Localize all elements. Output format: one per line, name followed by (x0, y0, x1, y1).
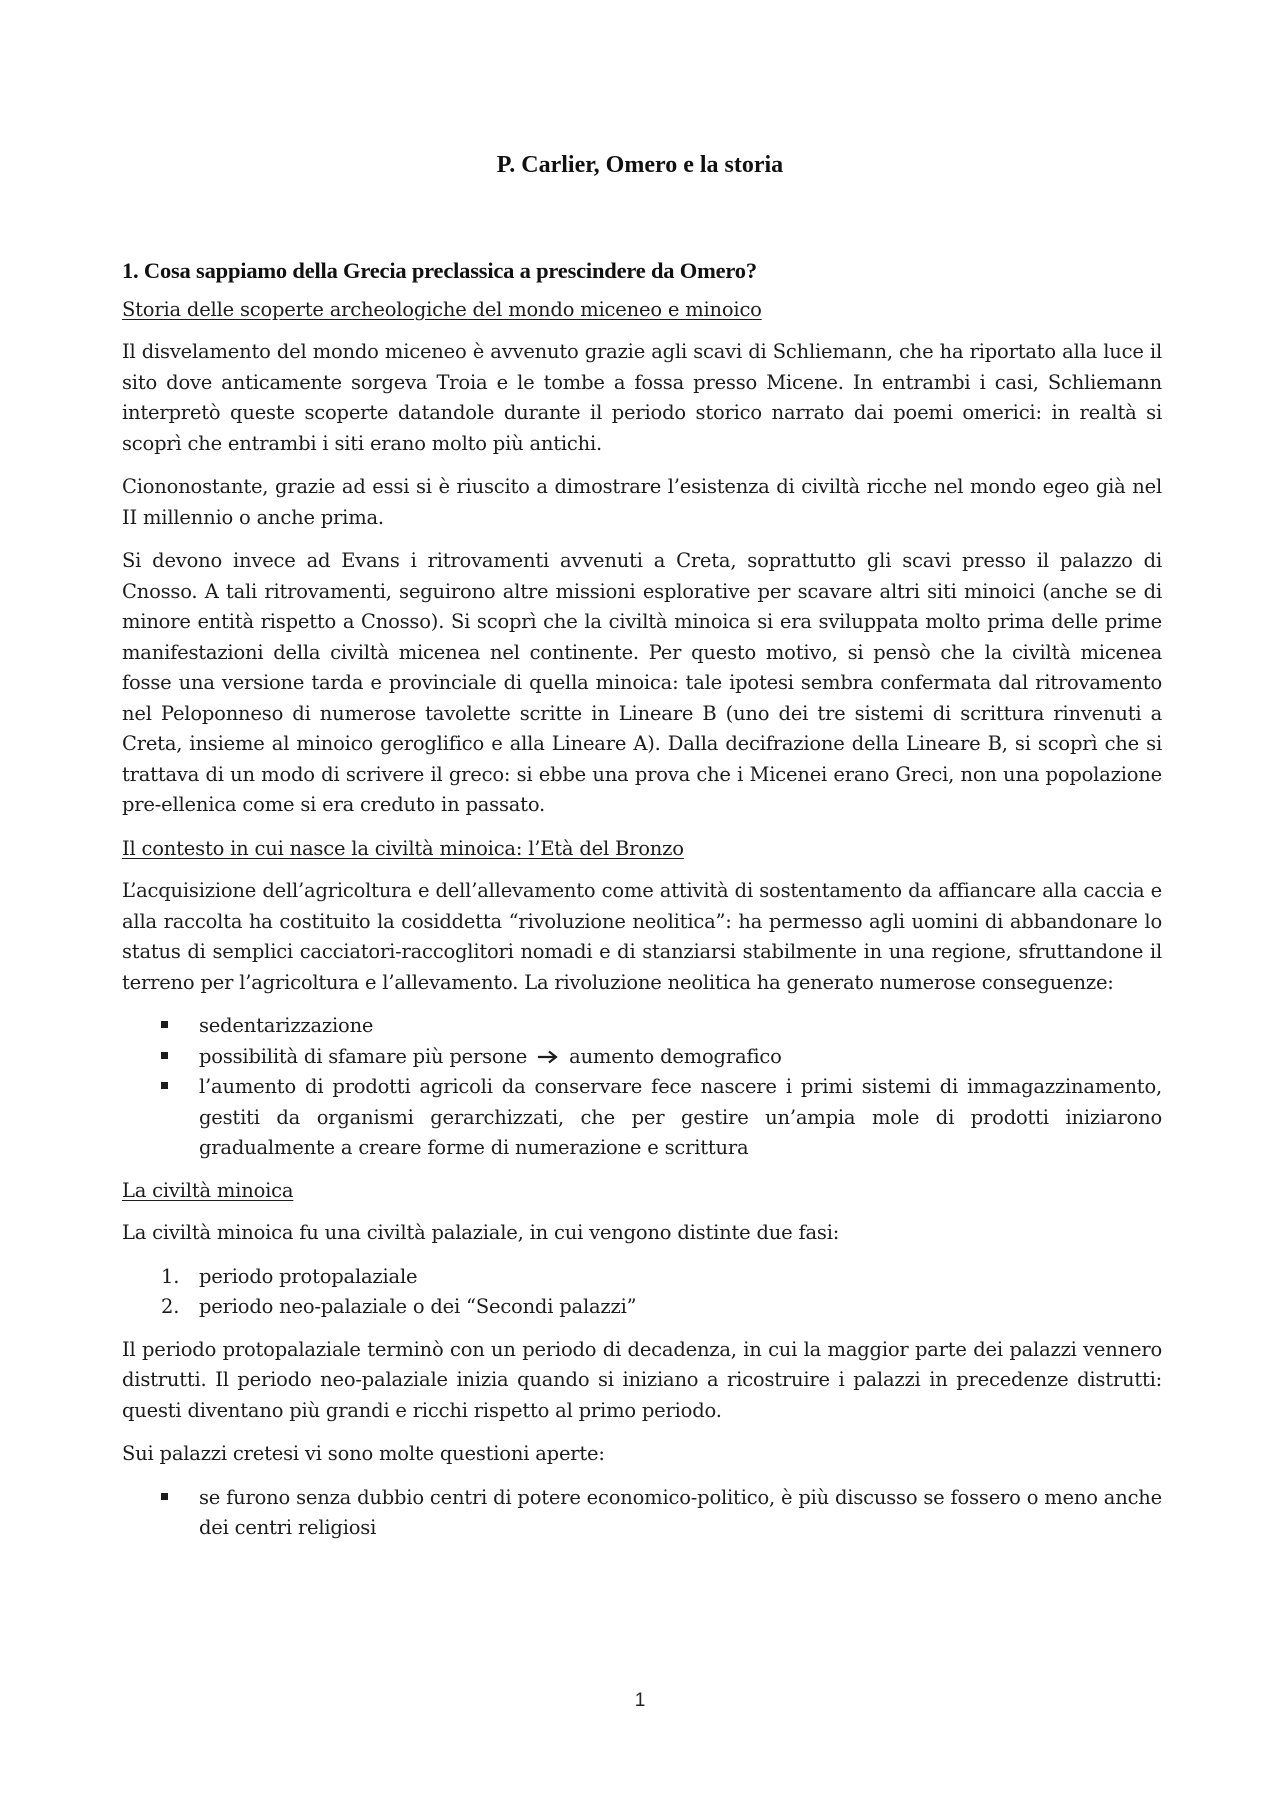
list-item (122, 1292, 1162, 1323)
list-item (122, 1072, 1162, 1164)
paragraph-palatial: La civiltà minoica fu una civiltà palaziale, in cui vengono distinte due fasi: (122, 1221, 840, 1244)
list-item-text: sedentarizzazione (199, 1014, 374, 1037)
consequences-list (122, 1011, 1162, 1164)
phases-list (122, 1262, 1162, 1323)
list-item (122, 1262, 1162, 1293)
list-item-text: l’aumento di prodotti agricoli da conservare fece nascere i primi sistemi di immagazzinamento, gestiti da organismi gerarchizzati, che per gestire un’ampia mole di prodotti iniziarono gradualmente a creare forme di numerazione e scrittura (199, 1075, 1162, 1159)
list-number: 1. (161, 1264, 180, 1288)
list-item-text: possibilità di sfamare più persone (199, 1044, 528, 1068)
document-body (122, 256, 1162, 1556)
list-item-text: aumento demografico (569, 1044, 782, 1068)
document-title: P. Carlier, Omero e la storia (496, 152, 784, 178)
square-bullet-icon (161, 1021, 168, 1028)
section-heading: 1. Cosa sappiamo della Grecia preclassica a prescindere da Omero? (122, 258, 757, 283)
subheading-archaeology: Storia delle scoperte archeologiche del mondo miceneo e minoico (122, 297, 762, 321)
arrow-right-icon (537, 1050, 559, 1064)
list-item (122, 1483, 1162, 1544)
subheading-minoan: La civiltà minoica (122, 1178, 294, 1202)
list-item (122, 1042, 1162, 1073)
square-bullet-icon (161, 1052, 168, 1059)
paragraph-schliemann: Il disvelamento del mondo miceneo è avvenuto grazie agli scavi di Schliemann, che ha riportato alla luce il sito dove anticamente sorgeva Troia e le tombe a fossa presso Micene. In entrambi i casi, Schliemann interpretò queste scoperte datandole durante il periodo storico narrato dai poemi omerici: in realtà si scoprì che entrambi i siti erano molto più antichi. (122, 340, 1162, 455)
paragraph-protopalatial: Il periodo protopalaziale terminò con un periodo di decadenza, in cui la maggior parte dei palazzi vennero distrutti. Il periodo neo-palaziale inizia quando si iniziano a ricostruire i palazzi in precedenze distrutti: questi diventano più grandi e ricchi rispetto al primo periodo. (122, 1337, 1162, 1422)
square-bullet-icon (161, 1082, 168, 1089)
list-item-text: periodo neo-palaziale o dei “Secondi palazzi” (199, 1295, 637, 1318)
list-item-text: periodo protopalaziale (199, 1264, 418, 1288)
questions-list (122, 1483, 1162, 1544)
list-number: 2. (161, 1295, 180, 1318)
paragraph-ciononostante: Ciononostante, grazie ad essi si è riuscito a dimostrare l’esistenza di civiltà ricche nel mondo egeo già nel II millennio o anche prima. (122, 475, 1162, 529)
page-number: 1 (634, 1690, 646, 1711)
list-item-text: se furono senza dubbio centri di potere economico-politico, è più discusso se fossero o meno anche dei centri religiosi (199, 1485, 1162, 1539)
paragraph-neolithic: L’acquisizione dell’agricoltura e dell’allevamento come attività di sostentamento da affiancare alla caccia e alla raccolta ha costituito la cosiddetta “rivoluzione neolitica”: ha permesso agli uomini di abbandonare lo status di semplici cacciatori-raccoglitori nomadi e di stanziarsi stabilmente in una regione, sfruttandone il terreno per l’agricoltura e l’allevamento. La rivoluzione neolitica ha generato numerose conseguenze: (122, 879, 1162, 994)
subheading-bronze-age: Il contesto in cui nasce la civiltà minoica: l’Età del Bronzo (122, 836, 684, 860)
paragraph-evans: Si devono invece ad Evans i ritrovamenti avvenuti a Creta, soprattutto gli scavi presso il palazzo di Cnosso. A tali ritrovamenti, seguirono altre missioni esplorative per scavare altri siti minoici (anche se di minore entità rispetto a Cnosso). Si scoprì che la civiltà minoica si era sviluppata molto prima delle prime manifestazioni della civiltà micenea nel continente. Per questo motivo, si pensò che la civiltà micenea fosse una versione tarda e provinciale di quella minoica: tale ipotesi sembra confermata dal ritrovamento nel Peloponneso di numerose tavolette scritte in Lineare B (uno dei tre sistemi di scrittura rinvenuti a Creta, insieme al minoico geroglifico e alla Lineare A). Dalla decifrazione della Lineare B, si scoprì che si trattava di un modo di scrivere il greco: si ebbe una prova che i Micenei erano Greci, non una popolazione pre-ellenica come si era creduto in passato. (122, 549, 1162, 816)
square-bullet-icon (161, 1493, 168, 1500)
paragraph-open-questions: Sui palazzi cretesi vi sono molte questioni aperte: (122, 1442, 605, 1465)
list-item (122, 1011, 1162, 1042)
